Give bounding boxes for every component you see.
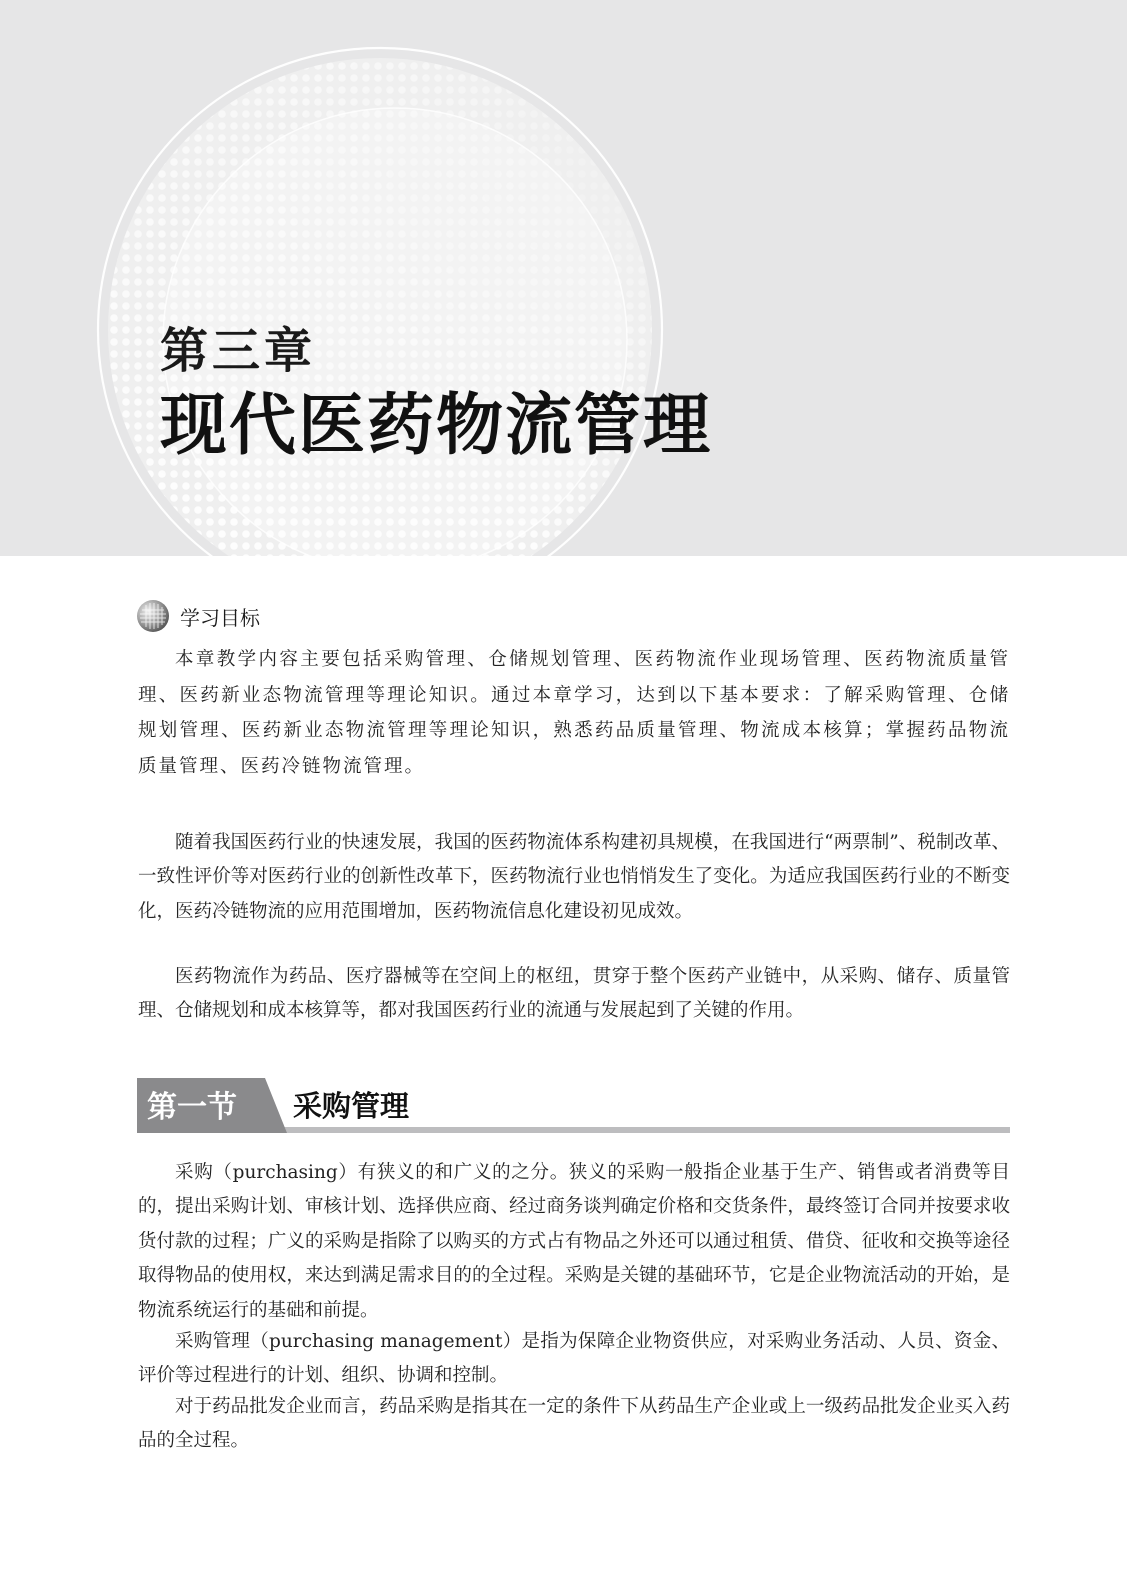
chapter-number: 第三章 [160, 323, 317, 379]
intro-paragraph: 随着我国医药行业的快速发展，我国的医药物流体系构建初具规模，在我国进行“两票制”、税制改革、一致性评价等对医药行业的创新性改革下，医药物流行业也悄悄发生了变化。为适应我国医药行业的不断变化，医药冷链物流的应用范围增加，医药物流信息化建设初见成效。 [138, 832, 1010, 922]
section-number: 第一节 [147, 1090, 237, 1125]
objectives-heading [136, 598, 260, 634]
section-heading [137, 1078, 1010, 1136]
section-paragraph: 对于药品批发企业而言，药品采购是指其在一定的条件下从药品生产企业或上一级药品批发企业买入药品的全过程。 [138, 1396, 1010, 1452]
section-paragraph: 采购管理（purchasing management）是指为保障企业物资供应，对采购业务活动、人员、资金、评价等过程进行的计划、组织、协调和控制。 [138, 1331, 1010, 1387]
sphere-grid-icon [136, 599, 170, 633]
section-paragraph: 采购（purchasing）有狭义的和广义的之分。狭义的采购一般指企业基于生产、销售或者消费等目的，提出采购计划、审核计划、选择供应商、经过商务谈判确定价格和交货条件，最终签订合同并按要求收货付款的过程；广义的采购是指除了以购买的方式占有物品之外还可以通过租赁、借贷、征收和交换等途径取得物品的使用权，来达到满足需求目的的全过程。采购是关键的基础环节，它是企业物流活动的开始，是物流系统运行的基础和前提。 [138, 1162, 1010, 1321]
chapter-title: 现代医药物流管理 [160, 385, 712, 464]
section-tab-shape [137, 1078, 1010, 1136]
intro-paragraph: 医药物流作为药品、医疗器械等在空间上的枢纽，贯穿于整个医药产业链中，从采购、储存、质量管理、仓储规划和成本核算等，都对我国医药行业的流通与发展起到了关键的作用。 [138, 966, 1010, 1022]
objectives-label: 学习目标 [180, 605, 260, 630]
chapter-banner [0, 0, 1127, 556]
section-title: 采购管理 [293, 1089, 410, 1123]
banner-decoration [0, 0, 1127, 556]
objectives-text: 本章教学内容主要包括采购管理、仓储规划管理、医药物流作业现场管理、医药物流质量管理、医药新业态物流管理等理论知识。通过本章学习，达到以下基本要求：了解采购管理、仓储规划管理、医药新业态物流管理等理论知识，熟悉药品质量管理、物流成本核算；掌握药品物流质量管理、医药冷链物流管理。 [138, 649, 1010, 777]
